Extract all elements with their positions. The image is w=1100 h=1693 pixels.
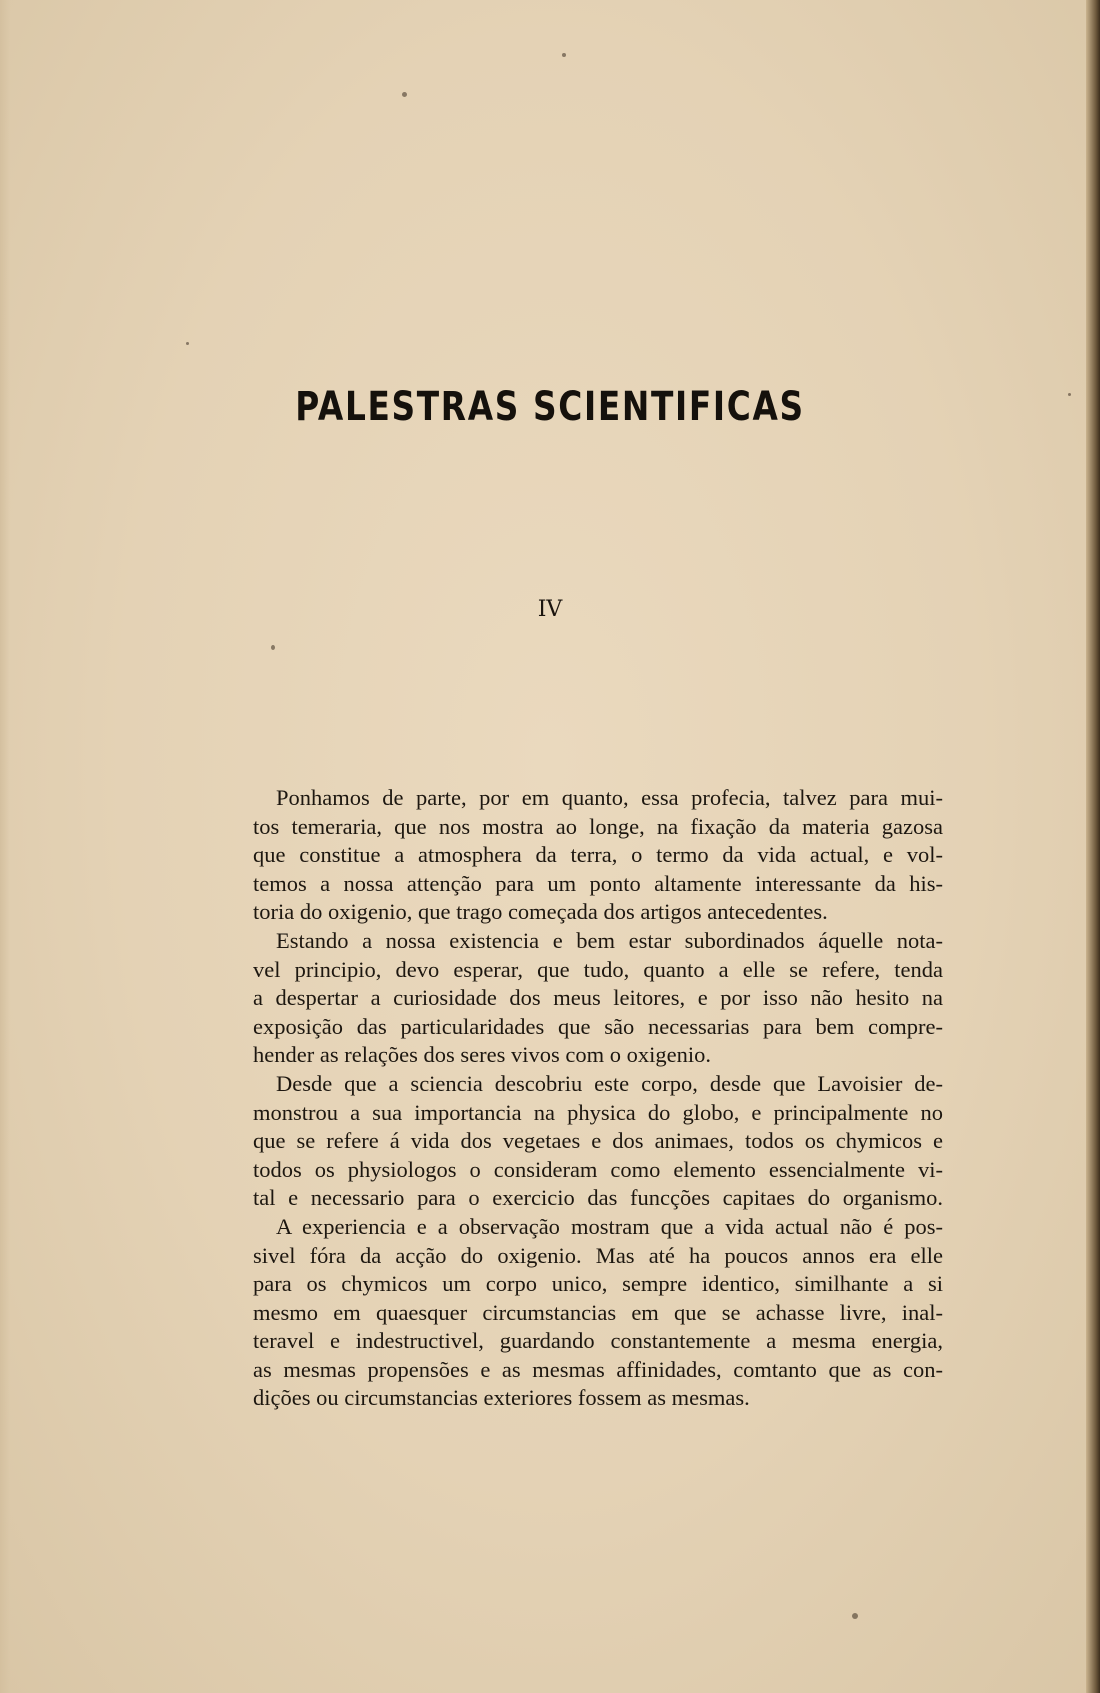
text-line: teravel e indestructivel, guardando constantemente a mesma energia, [253, 1328, 943, 1354]
text-line: toria do oxigenio, que trago começada dos artigos antecedentes. [253, 899, 828, 925]
paper-speck [271, 645, 275, 650]
text-line: que se refere á vida dos vegetaes e dos animaes, todos os chymicos e [253, 1128, 943, 1154]
text-line: mesmo em quaesquer circumstancias em que se achasse livre, inal- [253, 1299, 943, 1325]
text-line: que constitue a atmosphera da terra, o termo da vida actual, e vol- [253, 842, 943, 868]
text-line: Desde que a sciencia descobriu este corpo, desde que Lavoisier de- [276, 1070, 943, 1096]
text-line: A experiencia e a observação mostram que a vida actual não é pos- [276, 1213, 943, 1239]
text-line: vel principio, devo esperar, que tudo, quanto a elle se refere, tenda [253, 956, 943, 982]
text-line: hender as relações dos seres vivos com o oxigenio. [253, 1042, 711, 1068]
show-through-text [330, 135, 770, 375]
text-line: tos temeraria, que nos mostra ao longe, na fixação da materia gazosa [253, 813, 943, 839]
section-number: IV [537, 597, 563, 622]
text-line: sivel fóra da acção do oxigenio. Mas até ha poucos annos era elle [253, 1242, 943, 1268]
text-line: a despertar a curiosidade dos meus leitores, e por isso não hesito na [253, 985, 943, 1011]
text-line: monstrou a sua importancia na physica do globo, e principalmente no [253, 1099, 943, 1125]
page-left-edge [0, 0, 10, 1693]
paper-speck [852, 1613, 858, 1619]
page-title: PALESTRAS SCIENTIFICAS [295, 384, 805, 430]
text-line: tal e necessario para o exercicio das funcções capitaes do organismo. [253, 1185, 943, 1211]
text-line: exposição das particularidades que são necessarias para bem compre- [253, 1013, 943, 1039]
text-line: as mesmas propensões e as mesmas affinidades, comtanto que as con- [253, 1356, 943, 1382]
paper-speck [562, 53, 566, 57]
text-line: Ponhamos de parte, por em quanto, essa profecia, talvez para mui- [276, 785, 943, 810]
paper-speck [402, 92, 407, 97]
article-body [253, 784, 943, 1413]
text-line: para os chymicos um corpo unico, sempre identico, similhante a si [253, 1271, 943, 1297]
text-line: todos os physiologos o consideram como elemento essencialmente vi- [253, 1156, 943, 1182]
text-line: temos a nossa attenção para um ponto altamente interessante da his- [253, 870, 943, 896]
text-line: dições ou circumstancias exteriores fossem as mesmas. [253, 1385, 750, 1411]
text-line: Estando a nossa existencia e bem estar subordinados áquelle nota- [276, 927, 943, 953]
paper-speck [1068, 393, 1071, 396]
paper-speck [186, 342, 189, 345]
page-binding-edge [1086, 0, 1100, 1693]
